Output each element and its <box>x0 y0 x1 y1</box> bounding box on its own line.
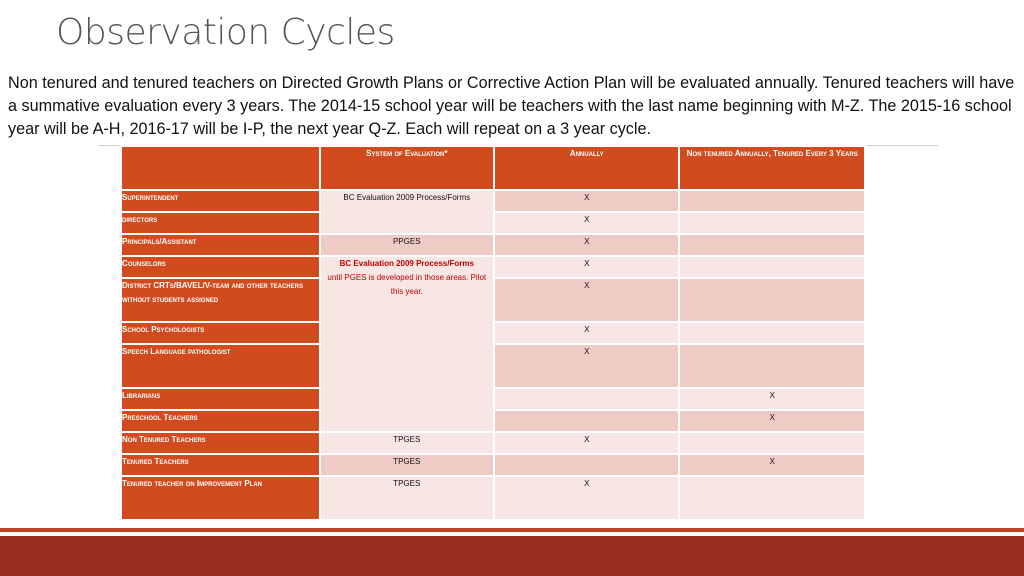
row-role: Tenured Teachers <box>121 454 320 476</box>
annually-cell: X <box>494 190 679 212</box>
row-role: District CRTs/BAVEL/V-team and other teachers without students assigned <box>121 278 320 322</box>
footer-accent-line <box>0 528 1024 532</box>
table-row <box>121 454 865 476</box>
slide-title: Observation Cycles <box>56 12 395 53</box>
system-cell: TPGES <box>320 454 494 476</box>
row-role: Superintendent <box>121 190 320 212</box>
non-tenured-cell <box>679 278 865 322</box>
annually-cell: X <box>494 212 679 234</box>
non-tenured-cell <box>679 344 865 388</box>
non-tenured-cell <box>679 190 865 212</box>
non-tenured-cell <box>679 476 865 520</box>
non-tenured-cell <box>679 256 865 278</box>
annually-cell: X <box>494 234 679 256</box>
table-row <box>121 234 865 256</box>
annually-cell: X <box>494 322 679 344</box>
header-role <box>121 146 320 190</box>
annually-cell: X <box>494 432 679 454</box>
slide-body-text: Non tenured and tenured teachers on Directed Growth Plans or Corrective Action Plan will be evaluated annually. Tenured teachers will have a summative evaluation every 3 years. The 2014-15 school year will be teachers with the last name beginning with M-Z. The 2015-16 school year will be A-H, 2016-17 will be I-P, the next year Q-Z. Each will repeat on a 3 year cycle. <box>8 74 1015 138</box>
system-cell-merged <box>320 256 494 432</box>
table-row <box>121 476 865 520</box>
system-merged-bold: BC Evaluation 2009 Process/Forms <box>339 259 474 268</box>
system-cell: TPGES <box>320 432 494 454</box>
annually-cell: X <box>494 256 679 278</box>
header-annually: Annually <box>494 146 679 190</box>
header-system-of-evaluation: System of Evaluation* <box>320 146 494 190</box>
row-role: Speech Language pathologist <box>121 344 320 388</box>
row-role: School Psychologists <box>121 322 320 344</box>
annually-cell: X <box>494 476 679 520</box>
non-tenured-cell: X <box>679 388 865 410</box>
footer-band <box>0 536 1024 576</box>
table-row <box>121 256 865 278</box>
row-role: Preschool Teachers <box>121 410 320 432</box>
row-role: Librarians <box>121 388 320 410</box>
header-non-tenured-annually: Non tenured Annually, Tenured Every 3 Years <box>679 146 865 190</box>
non-tenured-cell: X <box>679 454 865 476</box>
row-role: Non Tenured Teachers <box>121 432 320 454</box>
table-row <box>121 190 865 212</box>
table-header-row <box>121 146 865 190</box>
annually-cell <box>494 388 679 410</box>
annually-cell: X <box>494 278 679 322</box>
row-role: directors <box>121 212 320 234</box>
system-cell: BC Evaluation 2009 Process/Forms <box>320 190 494 234</box>
non-tenured-cell: X <box>679 410 865 432</box>
non-tenured-cell <box>679 234 865 256</box>
annually-cell: X <box>494 344 679 388</box>
observation-cycles-table <box>120 145 866 521</box>
system-merged-note: until PGES is developed in those areas. Pilot this year. <box>327 273 487 296</box>
row-role: Tenured teacher on Improvement Plan <box>121 476 320 520</box>
non-tenured-cell <box>679 432 865 454</box>
annually-cell <box>494 410 679 432</box>
table-row <box>121 432 865 454</box>
system-cell: PPGES <box>320 234 494 256</box>
row-role: Counselors <box>121 256 320 278</box>
annually-cell <box>494 454 679 476</box>
non-tenured-cell <box>679 212 865 234</box>
row-role: Principals/Assistant <box>121 234 320 256</box>
system-cell: TPGES <box>320 476 494 520</box>
non-tenured-cell <box>679 322 865 344</box>
